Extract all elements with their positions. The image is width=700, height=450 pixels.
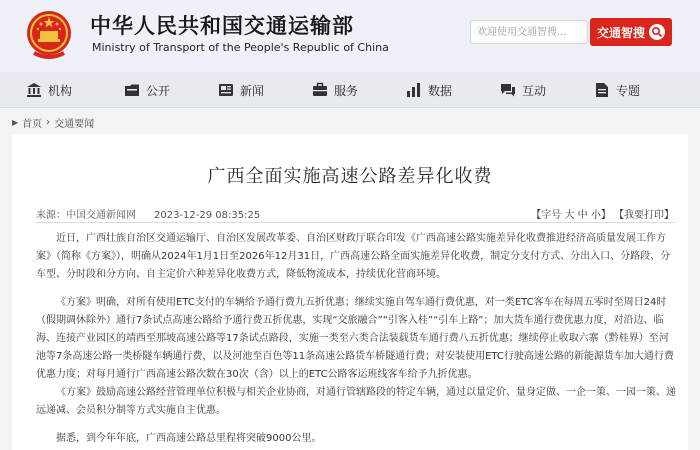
main-nav bbox=[0, 72, 700, 108]
breadcrumb-separator: › bbox=[46, 116, 51, 128]
nav-label: 数据 bbox=[428, 83, 453, 98]
article-source: 来源：中国交通新闻网 bbox=[36, 210, 136, 221]
nav-item-topic[interactable] bbox=[594, 72, 640, 108]
print-button[interactable]: 【我要打印】 bbox=[614, 210, 674, 221]
article-title: 广西全面实施高速公路差异化收费 bbox=[207, 166, 493, 187]
nav-item-institution[interactable] bbox=[26, 72, 72, 108]
article-container bbox=[12, 134, 688, 450]
institution-icon bbox=[26, 82, 42, 98]
site-header bbox=[0, 0, 700, 72]
topic-icon bbox=[594, 82, 610, 98]
font-large-button[interactable]: 大 bbox=[564, 210, 575, 221]
search-input[interactable] bbox=[470, 20, 588, 44]
breadcrumb-news-link[interactable]: 交通要闻 bbox=[54, 118, 95, 130]
article-meta bbox=[36, 206, 260, 221]
article-datetime: 2023-12-29 08:35:25 bbox=[154, 210, 261, 221]
font-medium-button[interactable]: 中 bbox=[577, 210, 588, 221]
nav-item-news[interactable] bbox=[218, 72, 264, 108]
font-size-prefix: 【字号 bbox=[531, 210, 562, 221]
nav-item-public[interactable] bbox=[124, 72, 170, 108]
search-icon bbox=[649, 24, 665, 40]
article-paragraph: 《方案》明确，对所有使用ETC支付的车辆给予通行费九五折优惠；继续实施自驾车通行费优惠，对一类ETC客车在每周五零时至周日24时（假期调休除外）通行7条试点高速公路给予通行费五折优惠，实现“交旅融合”“引客入桂”“引车上路”；加大货车通行费优惠力度，对沿边、临海、连接产业园区的靖西至那坡高速公路等17条试点路段，实施一类至六类合法装载货车通行费八五折优惠；继续停止收取六寨（黔桂界）至河池等7条高速公路一类桥隧车辆通行费，以及河池至百色等11条高速公路货车桥隧通行费；对安装使用ETC行驶高速公路的新能源货车加大通行费优惠力度；对每月通行广西高速公路次数在30次（含）以上的ETC公路客运班线客车给予九折优惠。 bbox=[36, 297, 674, 380]
divider bbox=[36, 222, 676, 223]
nav-label: 专题 bbox=[616, 83, 641, 98]
nav-label: 新闻 bbox=[240, 83, 265, 98]
nav-label: 服务 bbox=[334, 83, 359, 98]
service-icon bbox=[312, 82, 328, 98]
nav-item-service[interactable] bbox=[312, 72, 358, 108]
site-title: 中华人民共和国交通运输部 bbox=[90, 14, 354, 38]
folder-icon bbox=[124, 82, 140, 98]
breadcrumb-home-link[interactable]: 首页 bbox=[22, 118, 43, 130]
nav-item-data[interactable] bbox=[406, 72, 452, 108]
nav-label: 机构 bbox=[48, 83, 73, 98]
article-paragraph: 近日，广西壮族自治区交通运输厅、自治区发展改革委、自治区财政厅联合印发《广西高速公路实施差异化收费推进经济高质量发展工作方案》（简称《方案》），明确从2024年1月1日至2026年12月31日，广西高速公路全面实施差异化收费，制定分支付方式、分出入口、分路段、分车型、分时段和分方向、自主定价六种差异化收费方式，降低物流成本，持续优化营商环境。 bbox=[36, 233, 671, 280]
smart-search-label: 交通智搜 bbox=[596, 25, 645, 40]
breadcrumb bbox=[12, 114, 94, 130]
chart-icon bbox=[406, 82, 422, 98]
nav-label: 互动 bbox=[522, 83, 547, 98]
triangle-right-icon: ▶ bbox=[12, 117, 19, 127]
article-tools bbox=[531, 206, 674, 221]
article-paragraph: 据悉，到今年年底，广西高速公路总里程将突破9000公里。 bbox=[56, 433, 322, 444]
national-emblem-icon[interactable] bbox=[26, 9, 72, 61]
nav-label: 公开 bbox=[146, 83, 171, 98]
smart-search-button[interactable] bbox=[590, 18, 672, 46]
nav-item-interaction[interactable] bbox=[500, 72, 546, 108]
article-paragraph: 《方案》鼓励高速公路经营管理单位积极与相关企业协商，对通行管辖路段的特定车辆，通过以量定价、量身定做、一企一策、一园一策、递远递减、会员积分制等方式实施自主优惠。 bbox=[36, 387, 676, 416]
font-size-suffix: 】 bbox=[600, 210, 611, 221]
chat-icon bbox=[500, 82, 516, 98]
site-subtitle: Ministry of Transport of the People's Republic of China bbox=[92, 41, 389, 54]
font-small-button[interactable]: 小 bbox=[590, 210, 601, 221]
news-icon bbox=[218, 82, 234, 98]
